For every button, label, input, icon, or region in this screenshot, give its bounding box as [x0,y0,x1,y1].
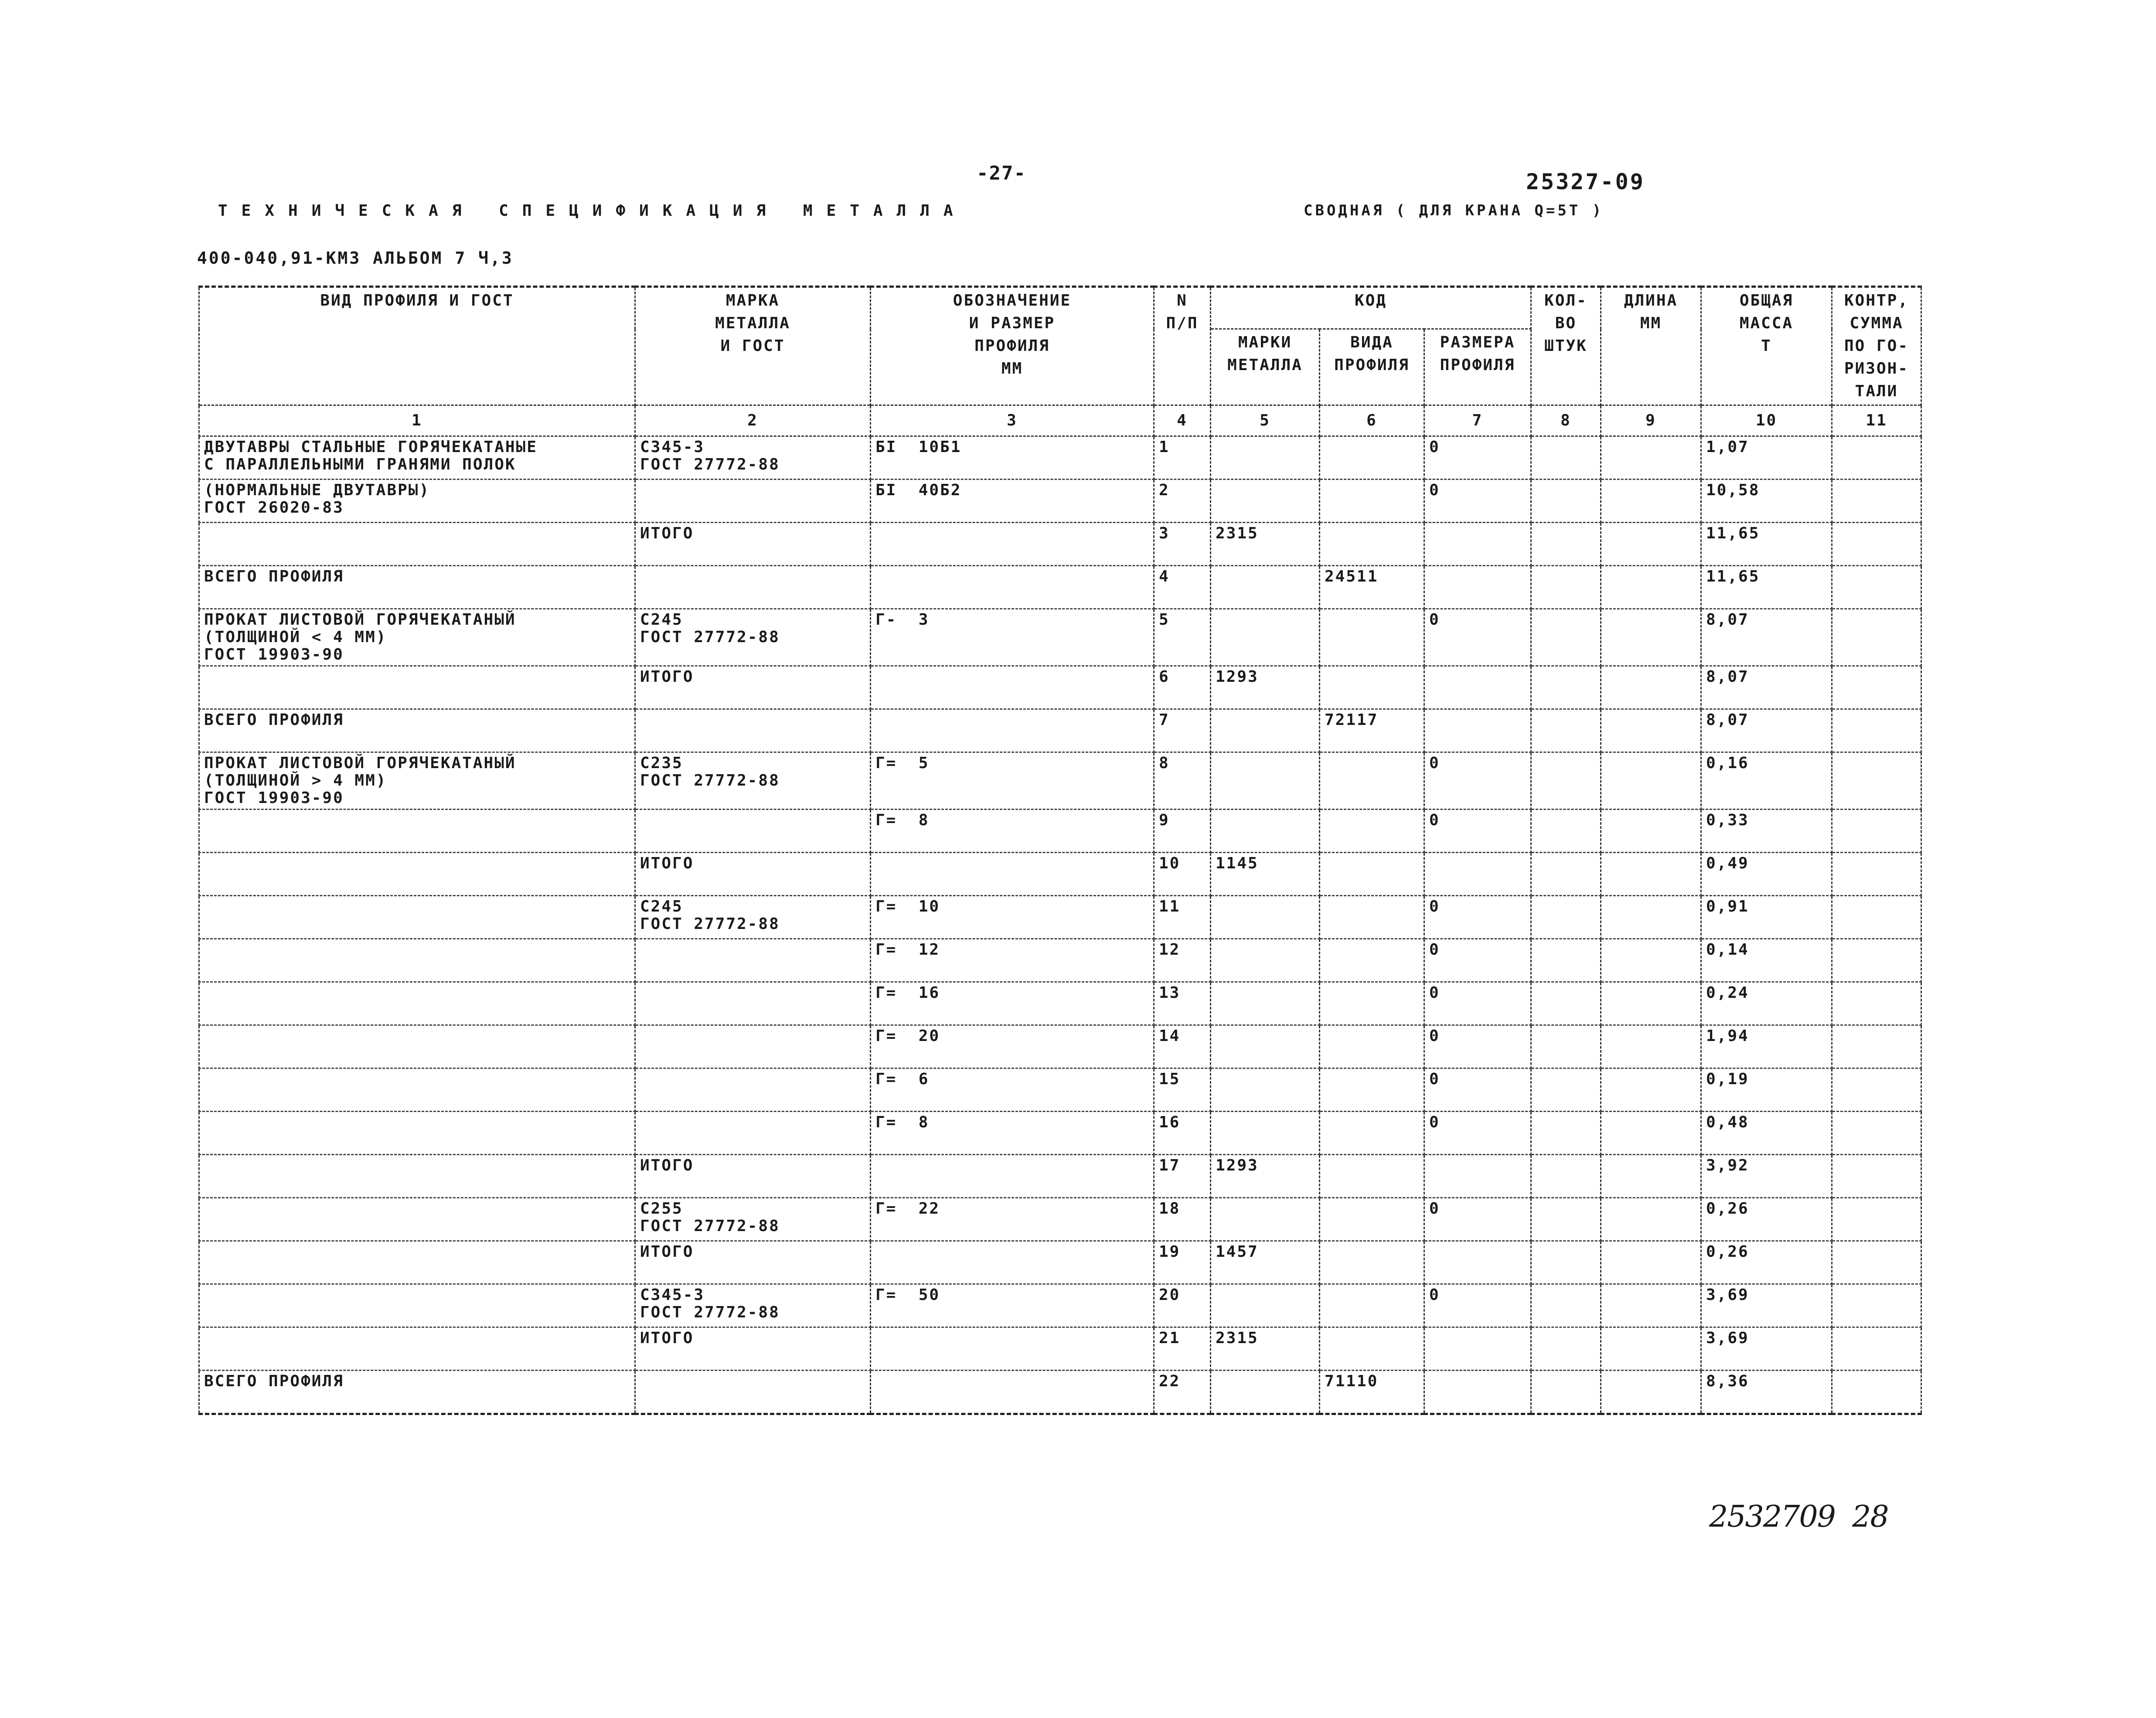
cell-code-size: 0 [1424,1112,1531,1155]
header-steel-grade: МАРКА МЕТАЛЛА И ГОСТ [635,287,871,405]
cell-profile-type [199,1284,635,1327]
cell-steel-grade: ИТОГО [635,1155,871,1198]
cell-quantity [1531,1327,1601,1371]
cell-quantity [1531,1198,1601,1241]
cell-code-grade [1211,810,1320,853]
cell-length [1601,896,1701,939]
cell-control-sum [1832,896,1921,939]
cell-profile-type [199,939,635,982]
header-designation: ОБОЗНАЧЕНИЕ И РАЗМЕР ПРОФИЛЯ ММ [871,287,1154,405]
cell-code-profile [1320,939,1424,982]
cell-total-mass: 11,65 [1701,566,1832,609]
table-row [199,1025,1921,1068]
cell-code-profile [1320,1112,1424,1155]
cell-code-profile [1320,1284,1424,1327]
cell-code-profile [1320,810,1424,853]
cell-quantity [1531,982,1601,1025]
cell-steel-grade: С245 ГОСТ 27772-88 [635,896,871,939]
table-row [199,709,1921,752]
table-row [199,1068,1921,1112]
cell-code-profile [1320,480,1424,523]
cell-profile-type [199,1327,635,1371]
cell-code-grade [1211,982,1320,1025]
cell-quantity [1531,939,1601,982]
cell-code-grade [1211,1371,1320,1414]
cell-code-grade [1211,1112,1320,1155]
cell-row-number: 14 [1154,1025,1211,1068]
cell-length [1601,436,1701,480]
cell-profile-type [199,666,635,709]
table-row [199,896,1921,939]
cell-length [1601,609,1701,666]
column-number: 10 [1701,405,1832,436]
cell-row-number: 6 [1154,666,1211,709]
cell-length [1601,853,1701,896]
cell-code-grade: 2315 [1211,1327,1320,1371]
cell-code-profile [1320,523,1424,566]
cell-code-size: 0 [1424,609,1531,666]
cell-total-mass: 1,07 [1701,436,1832,480]
cell-control-sum [1832,1284,1921,1327]
cell-designation: Г= 20 [871,1025,1154,1068]
cell-profile-type [199,896,635,939]
cell-code-grade [1211,752,1320,810]
cell-total-mass: 0,48 [1701,1112,1832,1155]
table-row [199,436,1921,480]
cell-control-sum [1832,609,1921,666]
cell-designation: Г- 3 [871,609,1154,666]
cell-row-number: 12 [1154,939,1211,982]
cell-length [1601,1025,1701,1068]
cell-code-size [1424,1155,1531,1198]
handwritten-note: 2532709 28 [1709,1500,1888,1534]
cell-designation: Г= 6 [871,1068,1154,1112]
cell-code-size [1424,523,1531,566]
cell-row-number: 13 [1154,982,1211,1025]
cell-quantity [1531,666,1601,709]
table-row [199,1327,1921,1371]
cell-designation: Г= 8 [871,810,1154,853]
cell-quantity [1531,853,1601,896]
cell-profile-type [199,1025,635,1068]
table-row [199,480,1921,523]
table-row [199,810,1921,853]
cell-steel-grade: С245 ГОСТ 27772-88 [635,609,871,666]
cell-quantity [1531,810,1601,853]
cell-code-grade [1211,896,1320,939]
cell-code-grade [1211,709,1320,752]
cell-code-grade [1211,1198,1320,1241]
cell-total-mass: 8,07 [1701,609,1832,666]
cell-code-size: 0 [1424,982,1531,1025]
cell-profile-type: ВСЕГО ПРОФИЛЯ [199,1371,635,1414]
cell-code-grade [1211,480,1320,523]
cell-total-mass: 11,65 [1701,523,1832,566]
cell-row-number: 16 [1154,1112,1211,1155]
header-code-size: РАЗМЕРА ПРОФИЛЯ [1424,329,1531,405]
cell-control-sum [1832,853,1921,896]
cell-total-mass: 1,94 [1701,1025,1832,1068]
cell-code-grade: 2315 [1211,523,1320,566]
cell-code-size [1424,666,1531,709]
cell-profile-type: (НОРМАЛЬНЫЕ ДВУТАВРЫ) ГОСТ 26020-83 [199,480,635,523]
table-row [199,982,1921,1025]
cell-steel-grade: С235 ГОСТ 27772-88 [635,752,871,810]
table-row [199,1241,1921,1284]
cell-total-mass: 0,91 [1701,896,1832,939]
cell-quantity [1531,709,1601,752]
cell-code-profile [1320,609,1424,666]
page-title: ТЕХНИЧЕСКАЯ СПЕЦИФИКАЦИЯ МЕТАЛЛА [218,202,967,220]
cell-code-profile [1320,1068,1424,1112]
cell-designation [871,1155,1154,1198]
cell-length [1601,709,1701,752]
cell-designation [871,1241,1154,1284]
cell-steel-grade [635,1371,871,1414]
cell-control-sum [1832,1025,1921,1068]
cell-steel-grade: ИТОГО [635,666,871,709]
header-length: ДЛИНА ММ [1601,287,1701,405]
cell-code-size: 0 [1424,1025,1531,1068]
cell-steel-grade [635,939,871,982]
cell-total-mass: 3,92 [1701,1155,1832,1198]
cell-code-profile: 72117 [1320,709,1424,752]
cell-quantity [1531,566,1601,609]
cell-quantity [1531,1068,1601,1112]
cell-code-profile [1320,1025,1424,1068]
cell-control-sum [1832,1327,1921,1371]
cell-code-size: 0 [1424,1068,1531,1112]
cell-total-mass: 0,26 [1701,1198,1832,1241]
cell-designation: Г= 22 [871,1198,1154,1241]
cell-control-sum [1832,666,1921,709]
cell-length [1601,666,1701,709]
cell-row-number: 15 [1154,1068,1211,1112]
cell-code-grade [1211,436,1320,480]
cell-designation [871,1327,1154,1371]
cell-total-mass: 3,69 [1701,1284,1832,1327]
cell-control-sum [1832,752,1921,810]
cell-steel-grade [635,810,871,853]
cell-designation: Г= 16 [871,982,1154,1025]
cell-quantity [1531,1025,1601,1068]
cell-code-profile [1320,436,1424,480]
cell-control-sum [1832,982,1921,1025]
column-number: 9 [1601,405,1701,436]
cell-code-size: 0 [1424,436,1531,480]
cell-control-sum [1832,523,1921,566]
cell-control-sum [1832,709,1921,752]
cell-code-size [1424,853,1531,896]
table-row [199,666,1921,709]
cell-code-size: 0 [1424,1198,1531,1241]
cell-steel-grade [635,709,871,752]
cell-row-number: 3 [1154,523,1211,566]
cell-code-profile [1320,752,1424,810]
cell-designation: Г= 8 [871,1112,1154,1155]
cell-profile-type: ВСЕГО ПРОФИЛЯ [199,709,635,752]
cell-designation [871,853,1154,896]
table-row [199,853,1921,896]
specification-body [199,436,1921,1414]
cell-control-sum [1832,1371,1921,1414]
cell-designation [871,709,1154,752]
cell-row-number: 22 [1154,1371,1211,1414]
cell-steel-grade: С345-3 ГОСТ 27772-88 [635,1284,871,1327]
cell-code-profile: 71110 [1320,1371,1424,1414]
cell-length [1601,1112,1701,1155]
table-row [199,939,1921,982]
cell-control-sum [1832,1068,1921,1112]
cell-control-sum [1832,566,1921,609]
cell-designation: БI 10Б1 [871,436,1154,480]
title-suffix: СВОДНАЯ ( ДЛЯ КРАНА Q=5Т ) [1304,202,1604,219]
header-control-sum: КОНТР, СУММА ПО ГО- РИЗОН- ТАЛИ [1832,287,1921,405]
cell-length [1601,1241,1701,1284]
cell-steel-grade: С255 ГОСТ 27772-88 [635,1198,871,1241]
table-row [199,752,1921,810]
cell-control-sum [1832,1112,1921,1155]
cell-code-grade [1211,1284,1320,1327]
cell-quantity [1531,752,1601,810]
cell-code-size [1424,566,1531,609]
cell-code-size: 0 [1424,810,1531,853]
cell-total-mass: 0,24 [1701,982,1832,1025]
cell-length [1601,480,1701,523]
header-profile-type: ВИД ПРОФИЛЯ И ГОСТ [199,287,635,405]
cell-code-profile [1320,1198,1424,1241]
header-code-grade: МАРКИ МЕТАЛЛА [1211,329,1320,405]
cell-steel-grade [635,1025,871,1068]
cell-designation [871,566,1154,609]
album-reference: 400-040,91-КМЗ АЛЬБОМ 7 Ч,3 [197,248,514,268]
table-row [199,1198,1921,1241]
cell-total-mass: 0,16 [1701,752,1832,810]
column-number: 11 [1832,405,1921,436]
cell-quantity [1531,480,1601,523]
cell-control-sum [1832,480,1921,523]
cell-total-mass: 8,07 [1701,666,1832,709]
cell-designation: Г= 50 [871,1284,1154,1327]
cell-code-profile [1320,666,1424,709]
cell-profile-type [199,1112,635,1155]
cell-quantity [1531,1241,1601,1284]
cell-steel-grade [635,480,871,523]
cell-quantity [1531,896,1601,939]
cell-designation [871,523,1154,566]
cell-control-sum [1832,810,1921,853]
header-code: КОД [1211,287,1531,329]
column-number-row [199,405,1921,436]
column-number: 4 [1154,405,1211,436]
table-row [199,1112,1921,1155]
column-number: 6 [1320,405,1424,436]
cell-profile-type: ДВУТАВРЫ СТАЛЬНЫЕ ГОРЯЧЕКАТАНЫЕ С ПАРАЛЛЕЛЬНЫМИ ГРАНЯМИ ПОЛОК [199,436,635,480]
cell-length [1601,1371,1701,1414]
cell-row-number: 21 [1154,1327,1211,1371]
cell-row-number: 10 [1154,853,1211,896]
cell-length [1601,939,1701,982]
cell-profile-type: ВСЕГО ПРОФИЛЯ [199,566,635,609]
cell-row-number: 18 [1154,1198,1211,1241]
cell-total-mass: 0,19 [1701,1068,1832,1112]
column-number: 5 [1211,405,1320,436]
cell-profile-type [199,1155,635,1198]
cell-code-grade [1211,939,1320,982]
cell-code-grade: 1145 [1211,853,1320,896]
cell-length [1601,1198,1701,1241]
table-row [199,523,1921,566]
cell-designation [871,1371,1154,1414]
cell-quantity [1531,1284,1601,1327]
cell-profile-type: ПРОКАТ ЛИСТОВОЙ ГОРЯЧЕКАТАНЫЙ (ТОЛЩИНОЙ > 4 ММ) ГОСТ 19903-90 [199,752,635,810]
cell-length [1601,1068,1701,1112]
table-row [199,1284,1921,1327]
header-row-number: N П/П [1154,287,1211,405]
cell-quantity [1531,523,1601,566]
cell-code-grade [1211,566,1320,609]
cell-length [1601,566,1701,609]
cell-row-number: 1 [1154,436,1211,480]
cell-profile-type: ПРОКАТ ЛИСТОВОЙ ГОРЯЧЕКАТАНЫЙ (ТОЛЩИНОЙ < 4 ММ) ГОСТ 19903-90 [199,609,635,666]
cell-code-profile [1320,982,1424,1025]
header-code-profile: ВИДА ПРОФИЛЯ [1320,329,1424,405]
cell-total-mass: 10,58 [1701,480,1832,523]
cell-steel-grade: ИТОГО [635,523,871,566]
table-row [199,609,1921,666]
cell-row-number: 5 [1154,609,1211,666]
cell-total-mass: 3,69 [1701,1327,1832,1371]
cell-code-size: 0 [1424,752,1531,810]
cell-code-size: 0 [1424,1284,1531,1327]
table-row [199,1371,1921,1414]
cell-code-profile [1320,1327,1424,1371]
cell-designation [871,666,1154,709]
cell-code-profile: 24511 [1320,566,1424,609]
cell-profile-type [199,982,635,1025]
cell-length [1601,810,1701,853]
cell-row-number: 4 [1154,566,1211,609]
cell-quantity [1531,1371,1601,1414]
cell-control-sum [1832,1241,1921,1284]
cell-control-sum [1832,1155,1921,1198]
cell-profile-type [199,1198,635,1241]
column-number: 8 [1531,405,1601,436]
cell-total-mass: 8,07 [1701,709,1832,752]
cell-steel-grade [635,982,871,1025]
column-number: 3 [871,405,1154,436]
cell-code-grade [1211,609,1320,666]
cell-total-mass: 0,14 [1701,939,1832,982]
cell-code-profile [1320,853,1424,896]
cell-length [1601,982,1701,1025]
cell-code-size: 0 [1424,896,1531,939]
header-quantity: КОЛ- ВО ШТУК [1531,287,1601,405]
cell-length [1601,1155,1701,1198]
cell-code-profile [1320,1155,1424,1198]
page-number: -27- [977,162,1026,184]
cell-code-size [1424,1241,1531,1284]
cell-steel-grade: ИТОГО [635,1327,871,1371]
cell-quantity [1531,1155,1601,1198]
cell-quantity [1531,609,1601,666]
cell-row-number: 17 [1154,1155,1211,1198]
cell-control-sum [1832,1198,1921,1241]
cell-code-size [1424,709,1531,752]
cell-length [1601,1284,1701,1327]
cell-profile-type [199,810,635,853]
cell-row-number: 2 [1154,480,1211,523]
cell-control-sum [1832,939,1921,982]
cell-steel-grade [635,566,871,609]
cell-code-size: 0 [1424,939,1531,982]
table-row [199,1155,1921,1198]
cell-profile-type [199,853,635,896]
cell-total-mass: 0,33 [1701,810,1832,853]
cell-code-size [1424,1371,1531,1414]
cell-quantity [1531,1112,1601,1155]
cell-steel-grade [635,1112,871,1155]
cell-steel-grade: ИТОГО [635,1241,871,1284]
cell-code-size: 0 [1424,480,1531,523]
cell-steel-grade: ИТОГО [635,853,871,896]
cell-designation: Г= 12 [871,939,1154,982]
cell-row-number: 11 [1154,896,1211,939]
cell-code-grade [1211,1025,1320,1068]
cell-control-sum [1832,436,1921,480]
cell-row-number: 7 [1154,709,1211,752]
cell-row-number: 8 [1154,752,1211,810]
cell-code-profile [1320,1241,1424,1284]
cell-designation: БI 40Б2 [871,480,1154,523]
cell-profile-type [199,1068,635,1112]
cell-profile-type [199,1241,635,1284]
cell-row-number: 20 [1154,1284,1211,1327]
cell-designation: Г= 5 [871,752,1154,810]
cell-code-grade: 1457 [1211,1241,1320,1284]
cell-row-number: 9 [1154,810,1211,853]
column-number: 7 [1424,405,1531,436]
cell-code-grade: 1293 [1211,1155,1320,1198]
cell-quantity [1531,436,1601,480]
table-row [199,566,1921,609]
header-total-mass: ОБЩАЯ МАССА Т [1701,287,1832,405]
cell-code-size [1424,1327,1531,1371]
cell-steel-grade [635,1068,871,1112]
column-number: 2 [635,405,871,436]
document-code: 25327-09 [1526,169,1645,194]
cell-length [1601,1327,1701,1371]
cell-length [1601,523,1701,566]
column-number: 1 [199,405,635,436]
cell-code-grade: 1293 [1211,666,1320,709]
cell-total-mass: 8,36 [1701,1371,1832,1414]
cell-total-mass: 0,26 [1701,1241,1832,1284]
cell-steel-grade: С345-3 ГОСТ 27772-88 [635,436,871,480]
cell-row-number: 19 [1154,1241,1211,1284]
cell-code-profile [1320,896,1424,939]
specification-table [198,286,1922,1415]
cell-total-mass: 0,49 [1701,853,1832,896]
cell-profile-type [199,523,635,566]
cell-length [1601,752,1701,810]
cell-designation: Г= 10 [871,896,1154,939]
cell-code-grade [1211,1068,1320,1112]
